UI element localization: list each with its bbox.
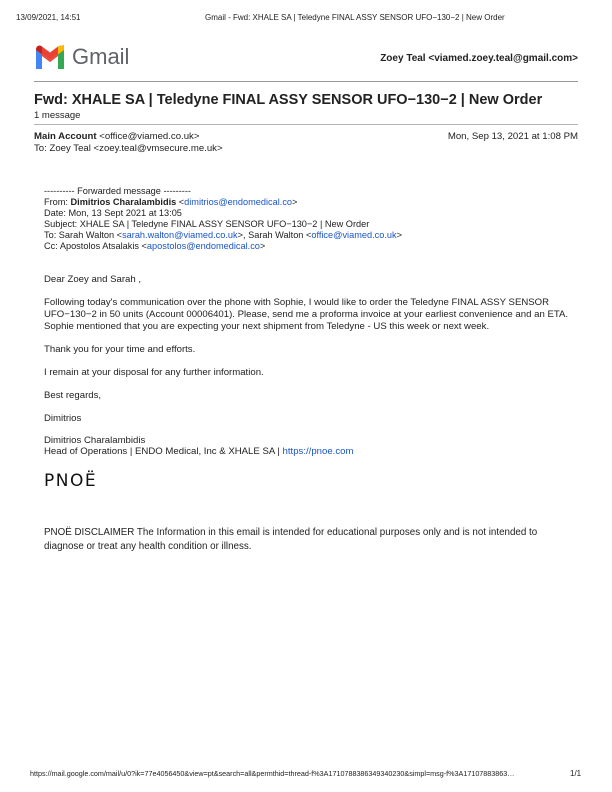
signature-name: Dimitrios Charalambidis bbox=[44, 435, 146, 446]
order-paragraph: Following today's communication over the phone with Sophie, I would like to order the Teledyne FINAL ASSY SENSOR UFO−130−2 in 50 units (Account 00006401). Please, send me a proforma invoice at your earliest convenience and an ETA. Sophie mentioned that you are expecting your next shipment from Teledyne - US this week or next week. bbox=[44, 297, 569, 332]
print-datetime: 13/09/2021, 14:51 bbox=[16, 13, 81, 22]
gmail-logo-icon bbox=[34, 45, 66, 69]
message-date: Mon, Sep 13, 2021 at 1:08 PM bbox=[447, 131, 578, 142]
forward-cc-email-link[interactable]: apostolos@endomedical.co bbox=[146, 241, 260, 251]
print-url: https://mail.google.com/mail/u/0?ik=77e4056450&view=pt&search=all&permthid=thread-f%3A1710788386349340230&simpl=msg-f%3A17107883863… bbox=[30, 769, 515, 778]
forward-from bbox=[44, 197, 297, 208]
forward-to-close: > bbox=[396, 230, 402, 240]
thanks-line: Thank you for your time and efforts. bbox=[44, 344, 196, 355]
header-divider bbox=[34, 81, 578, 82]
forward-to-prefix: To: Sarah Walton < bbox=[44, 230, 123, 240]
forward-to bbox=[44, 230, 402, 241]
forward-from-name: Dimitrios Charalambidis bbox=[70, 197, 177, 207]
forward-to-mid: >, Sarah Walton < bbox=[237, 230, 312, 240]
forward-cc-close: > bbox=[259, 241, 266, 251]
account-email: Zoey Teal <viamed.zoey.teal@gmail.com> bbox=[380, 53, 578, 64]
print-page-number: 1/1 bbox=[570, 769, 582, 778]
print-title: Gmail - Fwd: XHALE SA | Teledyne FINAL ASSY SENSOR UFO−130−2 | New Order bbox=[205, 13, 505, 22]
subject-divider bbox=[34, 124, 578, 125]
forward-separator: ---------- Forwarded message --------- bbox=[44, 186, 191, 196]
forward-from-open: < bbox=[176, 197, 185, 207]
remain-line: I remain at your disposal for any further information. bbox=[44, 367, 264, 378]
greeting: Dear Zoey and Sarah , bbox=[44, 274, 142, 285]
recipient-line: To: Zoey Teal <zoey.teal@vmsecure.me.uk> bbox=[34, 143, 223, 154]
disclaimer: PNOË DISCLAIMER The Information in this email is intended for educational purposes only and is not intended to diagnose or treat any health condition or illness. bbox=[44, 527, 538, 552]
forward-from-email-link[interactable]: dimitrios@endomedical.co bbox=[184, 197, 293, 207]
sender-line bbox=[34, 131, 199, 143]
signature-title-text: Head of Operations | ENDO Medical, Inc & XHALE SA | bbox=[44, 446, 283, 457]
gmail-logo-text: Gmail bbox=[72, 44, 130, 69]
message-count: 1 message bbox=[34, 110, 81, 121]
sign-name: Dimitrios bbox=[44, 413, 82, 424]
forward-from-close: > bbox=[292, 197, 298, 207]
forward-to-email2-link[interactable]: office@viamed.co.uk bbox=[311, 230, 397, 240]
forward-subject: Subject: XHALE SA | Teledyne FINAL ASSY SENSOR UFO−130−2 | New Order bbox=[44, 219, 370, 229]
forward-cc-prefix: Cc: Apostolos Atsalakis < bbox=[44, 241, 147, 251]
sender-email: <office@viamed.co.uk> bbox=[96, 131, 200, 142]
pnoe-logo: PNOË bbox=[44, 471, 98, 491]
thread-subject: Fwd: XHALE SA | Teledyne FINAL ASSY SENSOR UFO−130−2 | New Order bbox=[34, 92, 543, 108]
forward-cc bbox=[44, 241, 265, 252]
sender-name: Main Account bbox=[34, 131, 97, 142]
forward-date: Date: Mon, 13 Sept 2021 at 13:05 bbox=[44, 208, 182, 218]
forward-from-label: From: bbox=[44, 197, 71, 207]
signature-title bbox=[44, 446, 353, 458]
signature-website-link[interactable]: https://pnoe.com bbox=[282, 446, 354, 457]
forward-to-email1-link[interactable]: sarah.walton@viamed.co.uk bbox=[122, 230, 238, 240]
regards-line: Best regards, bbox=[44, 390, 102, 401]
